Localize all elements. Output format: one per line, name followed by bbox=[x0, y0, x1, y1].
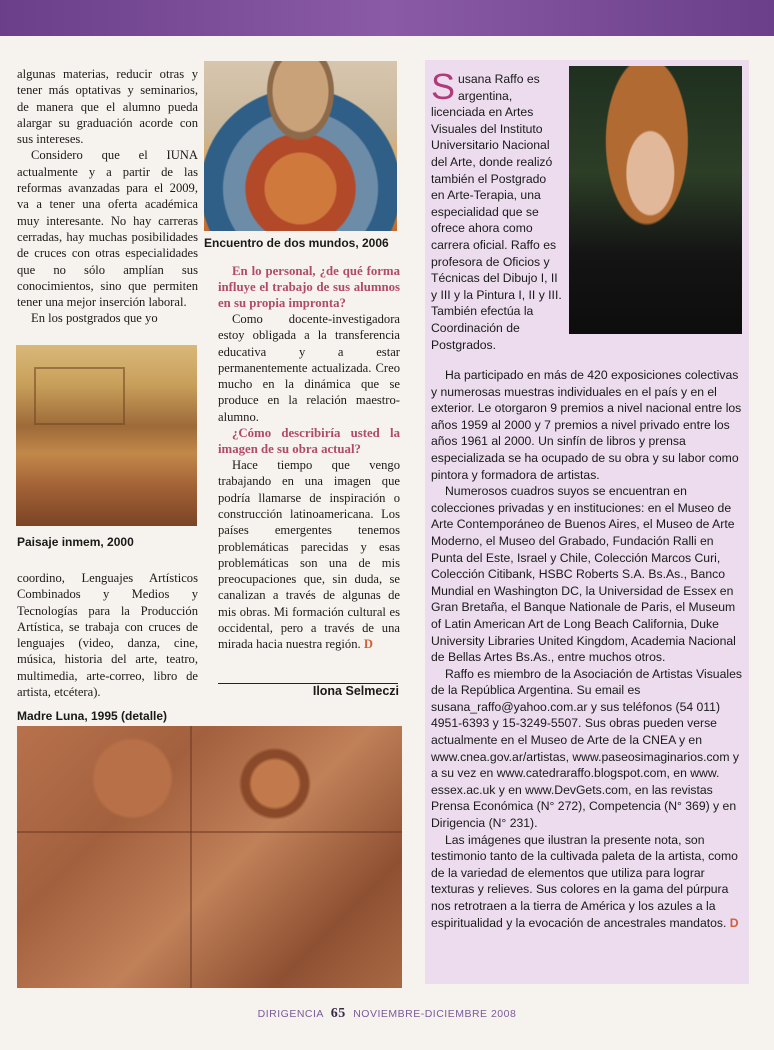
paragraph: Raffo es miembro de la Asociación de Artistas Visuales de la República Argentina. Su email es susana_raffo@yahoo.com.ar y sus teléfonos (54 011) 4951-6393 y 15-3249-5507. Sus obras pueden verse actualmente en el Museo de Arte de la CNEA y en www.cnea.gov.ar/artistas, www.paseosimaginarios.com y a su vez en www.catedraraffo.blogspot.com, en www. essex.ac.uk y en www.DevGets.com, en las revistas Prensa Económica (N° 272), Competencia (N° 369) y en Dirigencia (N° 231). bbox=[431, 666, 742, 831]
paragraph: algunas materias, reducir otras y tener más optativas y seminarios, de manera que el alumno pueda alargar su graduación acorde con sus intereses. bbox=[17, 67, 198, 147]
interview-question: ¿Cómo describiría usted la imagen de su obra actual? bbox=[218, 426, 400, 457]
paragraph: Numerosos cuadros suyos se encuentran en colecciones privadas y en instituciones: en el Museo de Arte Contemporáneo de Buenos Aires, el Museo de Arte Moderno, el Museo del Grabado, Fundación Ralli en Punta del Este, Israel y Chile, Colección Marcos Curi, Colección Citibank, HSBC Roberts S.A. Bs.As., Banco Mundial en Washington DC, la Universidad de Essex en Gran Bretaña, el Banque Nationale de Paris, el Museum of Latin American Art de Long Beach California, Duke University Libraries United Kingdom, Academia Nacional de Bellas Artes Bs.As., entre muchos otros. bbox=[431, 484, 736, 665]
paragraph-text: usana Raffo es argentina, licenciada en Artes Visuales del Instituto Universitario Nacional del Arte, donde realizó también el Postgrado en Arte-Terapia, una especialidad que se ofrece ahora como carrera oficial. Raffo es profesora de Oficios y Técnicas del Dibujo I, II y III y la Pintura I, II y III. También efectúa la Coordinación de Postgrados. bbox=[431, 72, 562, 352]
bio-intro bbox=[431, 66, 563, 353]
article-column-1-bottom bbox=[17, 570, 198, 700]
paragraph bbox=[431, 66, 563, 353]
paragraph: Como docente-investigadora estoy obligada a la transferencia educativa y a estar permanentemente actualizada. Creo mucho en la dinámica que se produce en la relación maestro-alumno. bbox=[218, 312, 400, 424]
artist-portrait-photo bbox=[569, 66, 742, 334]
artwork-paisaje-inmem bbox=[16, 345, 197, 526]
magazine-name: DIRIGENCIA bbox=[257, 1008, 324, 1020]
paragraph: Considero que el IUNA actualmente y a partir de las reformas avanzadas para el 2009, va a tener una oferta académica muy interesante. No hay carreras cerradas, hay muchas posibilidades de cruces con otras especialidades que no sólo amplían sus conocimientos, sino que permiten tener una mejor inserción laboral. bbox=[17, 148, 198, 310]
caption-encuentro: Encuentro de dos mundos, 2006 bbox=[204, 236, 389, 250]
article-column-1-top bbox=[17, 66, 198, 327]
paragraph: En los postgrados que yo bbox=[31, 311, 158, 326]
paragraph-text: Hace tiempo que vengo trabajando en una imagen que podría llamarse de inspiración o construcción latinoamericana. Los países emergentes tenemos problemáticas parecidas y esas problemáticas son una de mis preocupaciones que, sin duda, se canalizan a través de algunas de mis obras. Mi formación cultural es occidental, pero a través de una mirada hacia nuestra región. bbox=[218, 458, 400, 652]
caption-paisaje: Paisaje inmem, 2000 bbox=[17, 535, 134, 549]
artwork-encuentro-de-dos-mundos bbox=[204, 61, 397, 231]
caption-madre-luna: Madre Luna, 1995 (detalle) bbox=[17, 709, 168, 723]
page-footer bbox=[0, 1006, 774, 1022]
interview-question: En lo personal, ¿de qué forma influye el trabajo de sus alumnos en su propia impronta? bbox=[218, 264, 400, 310]
paragraph: Ha participado en más de 420 exposiciones colectivas y numerosas muestras individuales en el país y en el exterior. Le otorgaron 9 premios a nivel nacional entre los años 1959 al 2000 y 7 premios a nivel privado entre los años 1961 al 2000. Un sinfín de libros y prensa especializada se ha ocupado de su obra y su labor como pintora y formadora de artistas. bbox=[431, 368, 742, 482]
paragraph bbox=[431, 832, 743, 932]
issue-date: NOVIEMBRE-DICIEMBRE 2008 bbox=[353, 1008, 517, 1020]
paragraph: coordino, Lenguajes Artísticos Combinados y Medios y Tecnologías para la Producción Artística, se trabaja con cruces de lenguajes (video, danza, cine, música, historia del arte, teatro, multimedia, arte-correo, libro de artista, etcétera). bbox=[17, 571, 198, 700]
paragraph-text: Las imágenes que ilustran la presente nota, son testimonio tanto de la cultivada paleta de la artista, como de la variedad de elementos que utiliza para lograr texturas y relieves. Sus colores en la gama del púrpura nos retrotraen a la tierra de América y los azules a la espiritualidad y la evocación de ancestrales mandatos. bbox=[431, 832, 738, 930]
top-color-band bbox=[0, 0, 774, 36]
end-mark: D bbox=[363, 637, 373, 652]
drop-cap: S bbox=[431, 66, 456, 107]
end-mark: D bbox=[729, 915, 739, 930]
page-number: 65 bbox=[330, 1006, 346, 1021]
author-byline: Ilona Selmeczi bbox=[312, 684, 399, 698]
article-column-2 bbox=[218, 263, 400, 653]
bio-body bbox=[431, 367, 743, 931]
artwork-madre-luna bbox=[17, 726, 402, 988]
paragraph bbox=[218, 457, 400, 653]
